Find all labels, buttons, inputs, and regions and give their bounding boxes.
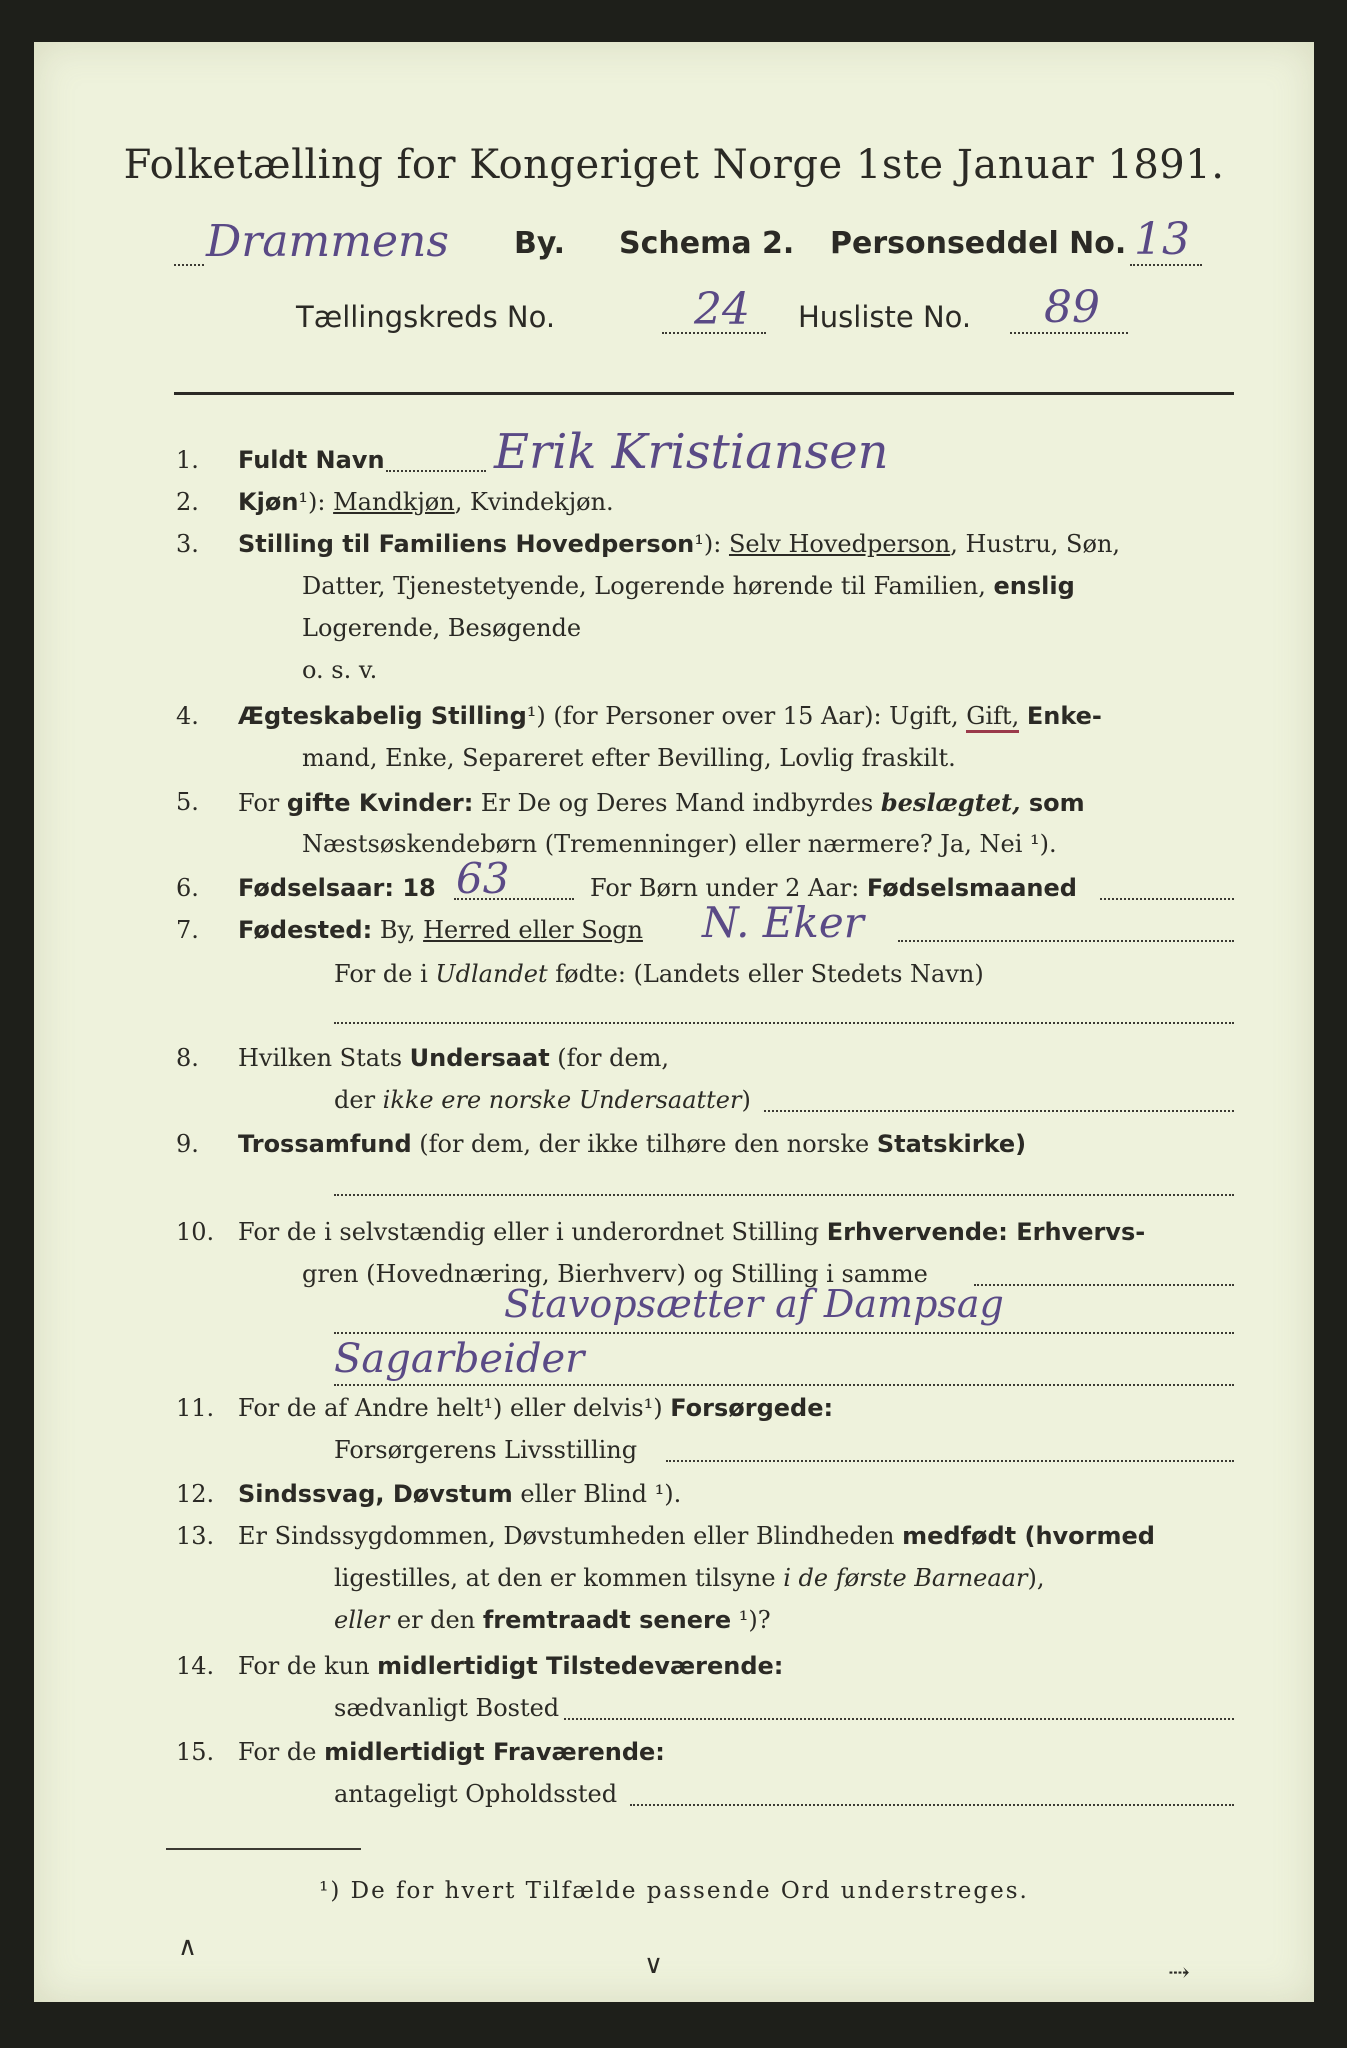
item-text: antageligt Opholdssted: [334, 1780, 618, 1808]
item-text: For de af Andre helt¹) eller delvis¹) Forsørgede:: [238, 1394, 834, 1422]
dotted-line: [1100, 898, 1234, 900]
husliste-label: Husliste No.: [798, 300, 972, 334]
handwritten-taellingskreds-no: 24: [694, 284, 750, 335]
item-text: Fødested: By, Herred eller Sogn: [238, 916, 643, 944]
dotted-line: [630, 1804, 1234, 1806]
item-number: 3.: [176, 530, 199, 558]
dotted-line: [764, 1110, 1234, 1112]
item-number: 11.: [176, 1394, 215, 1422]
handwritten-occupation-1: Stavopsætter af Dampsag: [504, 1282, 1004, 1326]
dotted-line: [454, 898, 574, 900]
header-line-3: [34, 282, 1314, 350]
form-title: Folketælling for Kongeriget Norge 1ste Januar 1891.: [123, 142, 1225, 188]
personseddel-label: Personseddel No.: [830, 226, 1127, 261]
dotted-line: [898, 940, 1234, 942]
handwritten-birth-year: 63: [456, 854, 510, 903]
dotted-line: [334, 1384, 1234, 1386]
item-number: 4.: [176, 702, 199, 730]
item-text: Er Sindssygdommen, Døvstumheden eller Blindheden medfødt (hvormed: [238, 1522, 1155, 1550]
footnote-rule: [166, 1848, 361, 1850]
dotted-line: [1130, 264, 1202, 266]
item-number: 14.: [176, 1652, 215, 1680]
schema-label: Schema 2.: [619, 226, 795, 261]
item-text: For gifte Kvinder: Er De og Deres Mand indbyrdes beslægtet, som: [238, 788, 1085, 817]
by-label: By.: [514, 226, 566, 261]
corner-mark: ⇢: [1168, 1958, 1190, 1988]
item-text: o. s. v.: [302, 656, 378, 684]
item-number: 12.: [176, 1480, 215, 1508]
item-text: For de kun midlertidigt Tilstedeværende:: [238, 1652, 784, 1680]
item-text: For de midlertidigt Fraværende:: [238, 1738, 665, 1766]
item-number: 7.: [176, 916, 199, 944]
dotted-line: [666, 1460, 1234, 1462]
footnote: ¹) De for hvert Tilfælde passende Ord understreges.: [319, 1878, 1029, 1904]
dotted-line: [564, 1718, 1234, 1720]
handwritten-husliste-no: 89: [1044, 282, 1100, 333]
dotted-line: [1010, 332, 1128, 334]
handwritten-personseddel-no: 13: [1134, 214, 1190, 265]
census-form: [34, 42, 1314, 2002]
item-number: 5.: [176, 788, 199, 816]
item-text: Sindssvag, Døvstum eller Blind ¹).: [238, 1480, 682, 1508]
item-text: Ægteskabelig Stilling¹) (for Personer over 15 Aar): Ugift, Gift, Enke-: [238, 702, 1102, 730]
item-text: Stilling til Familiens Hovedperson¹): Selv Hovedperson, Hustru, Søn,: [238, 530, 1121, 558]
item-number: 10.: [176, 1218, 215, 1246]
item-text: der ikke ere norske Undersaatter): [334, 1086, 751, 1114]
item-text: Hvilken Stats Undersaat (for dem,: [238, 1044, 670, 1072]
item-text: Næstsøskendebørn (Tremenninger) eller nærmere? Ja, Nei ¹).: [302, 830, 1057, 858]
handwritten-town: Drammens: [206, 216, 449, 267]
item-label: Fuldt Navn: [238, 446, 385, 474]
item-number: 13.: [176, 1522, 215, 1550]
dotted-line: [386, 470, 486, 472]
corner-mark: ∨: [644, 1950, 664, 1980]
item-number: 6.: [176, 874, 199, 902]
handwritten-birthplace: N. Eker: [702, 898, 864, 947]
item-text: Kjøn¹): Mandkjøn, Kvindekjøn.: [238, 488, 614, 516]
item-number: 2.: [176, 488, 199, 516]
handwritten-occupation-2: Sagarbeider: [334, 1336, 585, 1382]
item-text: For de i Udlandet fødte: (Landets eller Stedets Navn): [334, 960, 984, 988]
item-text: gren (Hovednæring, Bierhverv) og Stilling i samme: [302, 1260, 928, 1288]
item-text: sædvanligt Bosted: [334, 1694, 560, 1722]
dotted-line: [662, 332, 766, 334]
header-rule: [174, 392, 1234, 395]
item-text: ligestilles, at den er kommen tilsyne i de første Barneaar),: [334, 1564, 1045, 1592]
item-number: 9.: [176, 1130, 199, 1158]
item-text: Trossamfund (for dem, der ikke tilhøre den norske Statskirke): [238, 1130, 1027, 1158]
dotted-line: [334, 1194, 1234, 1196]
item-text: Forsørgerens Livsstilling: [334, 1436, 638, 1464]
header-line-2: [34, 214, 1314, 274]
dotted-line: [974, 1284, 1234, 1286]
item-number: 15.: [176, 1738, 215, 1766]
item-text: For de i selvstændig eller i underordnet Stilling Erhvervende: Erhvervs-: [238, 1218, 1146, 1246]
item-number: 1.: [176, 446, 199, 474]
taellingskreds-label: Tællingskreds No.: [296, 300, 556, 334]
dotted-line: [334, 1332, 1234, 1334]
item-text: Logerende, Besøgende: [302, 614, 582, 642]
item-label: Fødselsaar: 18: [238, 874, 436, 902]
dotted-line: [174, 264, 204, 266]
item-text: For Børn under 2 Aar: Fødselsmaaned: [590, 874, 1077, 902]
item-text: mand, Enke, Separeret efter Bevilling, Lovlig fraskilt.: [302, 744, 956, 772]
item-number: 8.: [176, 1044, 199, 1072]
item-text: Datter, Tjenestetyende, Logerende hørende til Familien, enslig: [302, 572, 1075, 600]
dotted-line: [334, 1022, 1234, 1024]
item-text: eller er den fremtraadt senere ¹)?: [334, 1606, 771, 1634]
handwritten-name: Erik Kristiansen: [494, 424, 889, 480]
corner-mark: ∧: [178, 1932, 198, 1962]
